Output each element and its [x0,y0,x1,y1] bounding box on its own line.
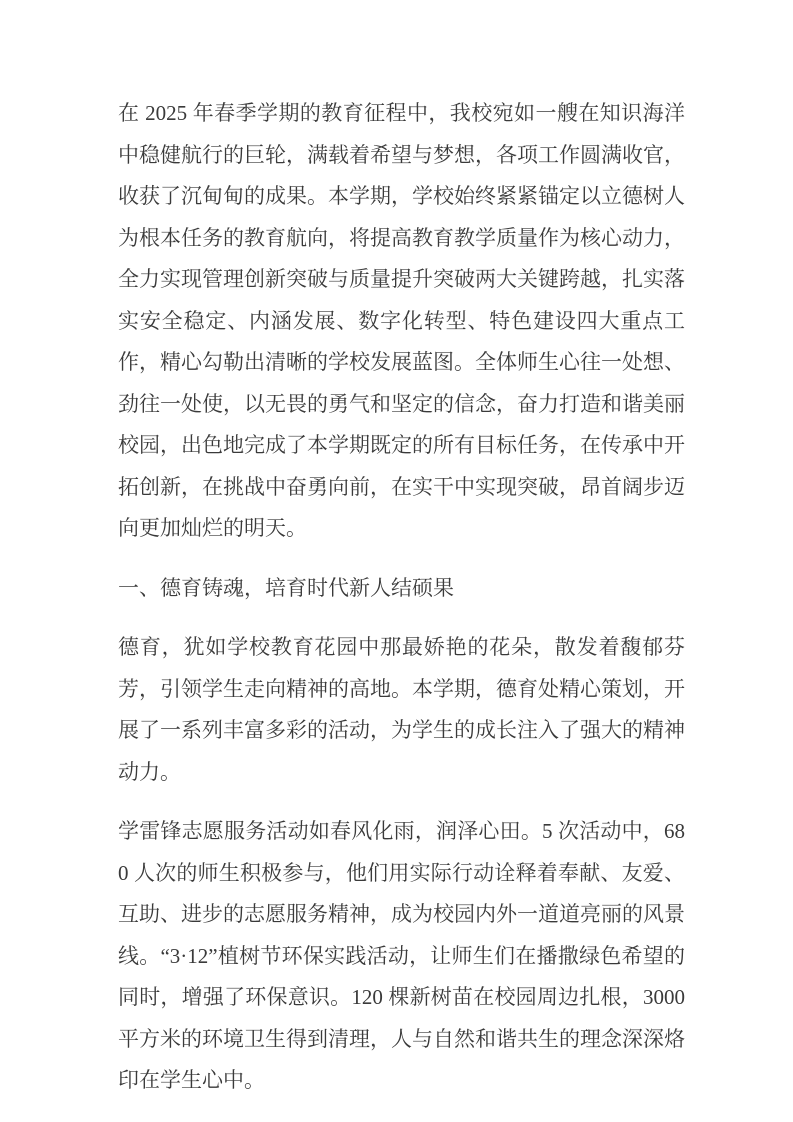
section-heading-moral-education: 一、德育铸魂，培育时代新人结硕果 [118,575,454,600]
moral-education-overview-paragraph: 德育，犹如学校教育花园中那最娇艳的花朵，散发着馥郁芬芳，引领学生走向精神的高地。本学期，德育处精心策划，开展了一系列丰富多彩的活动，为学生的成长注入了强大的精神动力。 [118,635,685,784]
volunteer-activities-paragraph: 学雷锋志愿服务活动如春风化雨，润泽心田。5 次活动中，680 人次的师生积极参与，他们用实际行动诠释着奉献、友爱、互助、进步的志愿服务精神，成为校园内外一道道亮丽的风景线。“3·12”植树节环保实践活动，让师生们在播撒绿色希望的同时，增强了环保意识。120 棵新树苗在校园周边扎根，3000 平方米的环境卫生得到清理，人与自然和谐共生的理念深深烙印在学生心中。 [118,819,685,1092]
intro-paragraph: 在 2025 年春季学期的教育征程中，我校宛如一艘在知识海洋中稳健航行的巨轮，满载着希望与梦想，各项工作圆满收官，收获了沉甸甸的成果。本学期，学校始终紧紧锚定以立德树人为根本任务的教育航向，将提高教育教学质量作为核心动力，全力实现管理创新突破与质量提升突破两大关键跨越，扎实落实安全稳定、内涵发展、数字化转型、特色建设四大重点工作，精心勾勒出清晰的学校发展蓝图。全体师生心往一处想、劲往一处使，以无畏的勇气和坚定的信念，奋力打造和谐美丽校园，出色地完成了本学期既定的所有目标任务，在传承中开拓创新，在挑战中奋勇向前，在实干中实现突破，昂首阔步迈向更加灿烂的明天。 [118,101,685,540]
